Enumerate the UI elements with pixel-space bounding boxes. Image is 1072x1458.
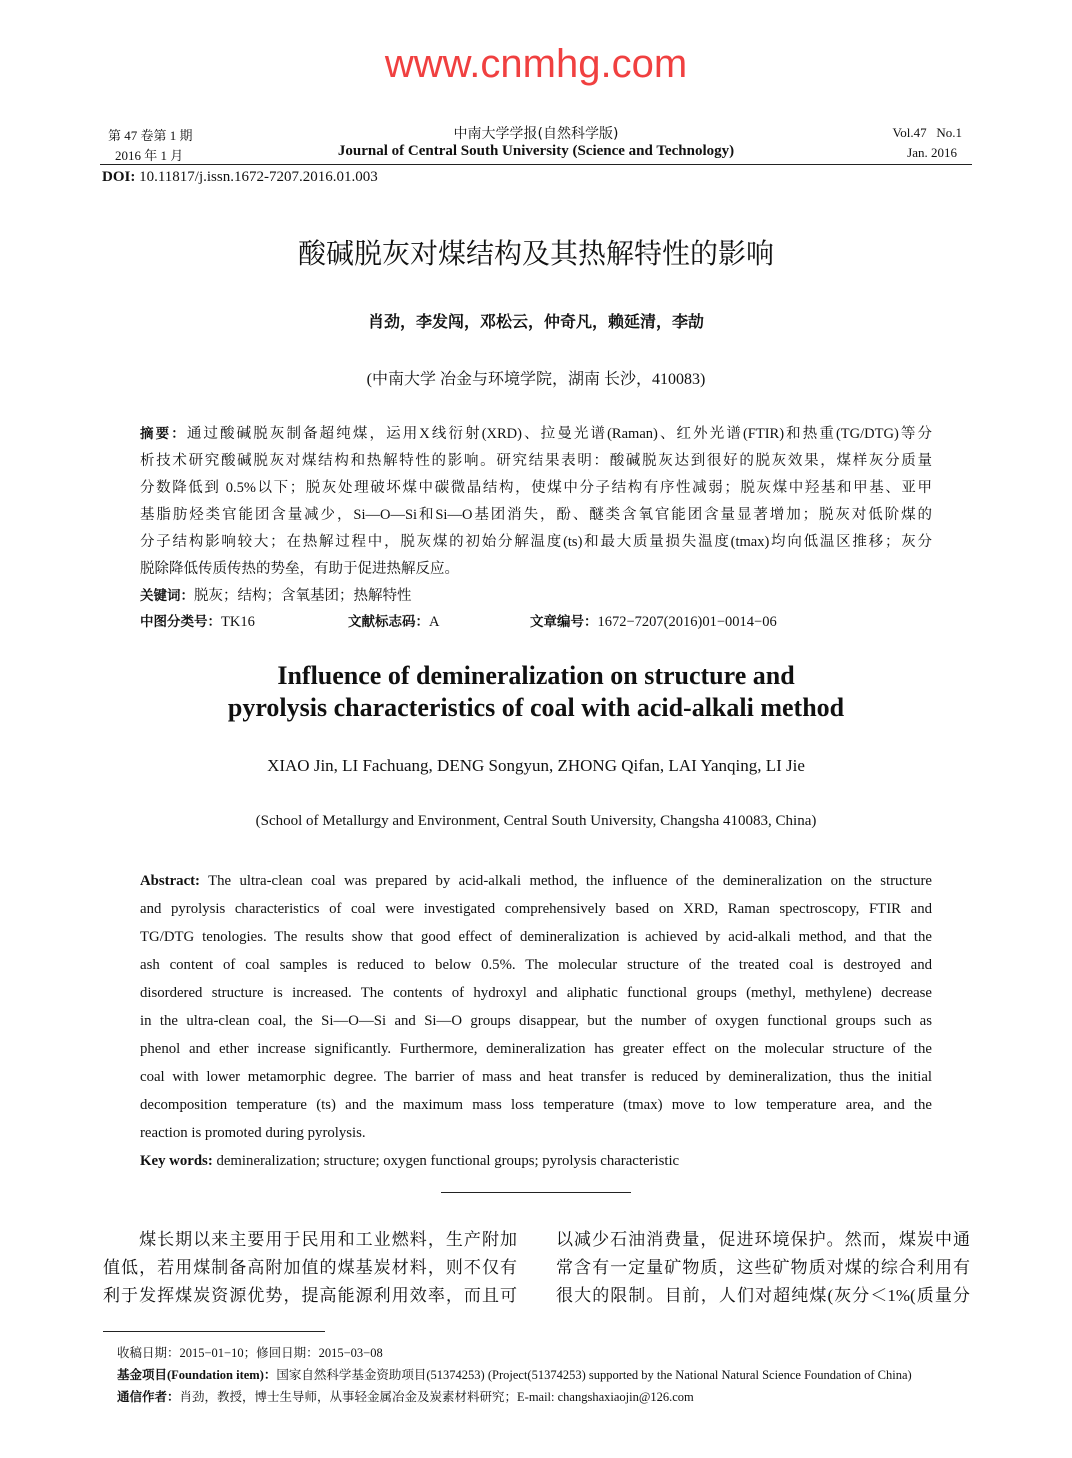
- journal-title-en: Journal of Central South University (Science and Technology): [337, 143, 735, 159]
- journal-title-cn: 中南大学学报(自然科学版): [453, 126, 619, 142]
- keywords-cn-label: 关键词：: [140, 588, 194, 604]
- footnote-corresponding: [117, 1387, 694, 1405]
- abstract-en-line: decomposition temperature (ts) and the maximum mass loss temperature (tmax) move to low temperature area, and the: [140, 1097, 932, 1113]
- body-column-right: [556, 1226, 970, 1310]
- volume-en: Vol.47 No.1: [892, 125, 962, 140]
- abstract-en-line: coal with lower metamorphic degree. The barrier of mass and heat transfer is reduced by demineralization, thus the initial: [140, 1069, 932, 1085]
- affiliation-en: (School of Metallurgy and Environment, Central South University, Changsha 410083, China): [255, 813, 817, 829]
- doi-value: 10.11817/j.issn.1672-7207.2016.01.003: [139, 169, 378, 185]
- body-line: 常含有一定量矿物质，这些矿物质对煤的综合利用有: [556, 1258, 970, 1277]
- watermark: www.cnmhg.com: [384, 42, 688, 86]
- article-no-label: 文章编号：: [530, 614, 598, 630]
- abstract-cn-line: 析技术研究酸碱脱灰对煤结构和热解特性的影响。研究结果表明：酸碱脱灰达到很好的脱灰效果，煤样灰分质量: [140, 453, 932, 469]
- doi: [102, 169, 378, 186]
- abstract-en-label: Abstract:: [140, 873, 200, 889]
- abstract-en-line: TG/DTG tenologies. The results show that good effect of demineralization is achieved by acid-alkali method, and that the: [140, 929, 932, 945]
- classification: [140, 609, 932, 635]
- abstract-cn-line: 基脂肪烃类官能团含量减少，Si—O—Si和Si—O基团消失，酚、醚类含氧官能团含量显著增加；脱灰对低阶煤的: [140, 507, 932, 523]
- abstract-cn-line: 分数降低到 0.5%以下；脱灰处理破坏煤中碳微晶结构，使煤中分子结构有序性减弱；脱灰煤中羟基和甲基、亚甲: [140, 480, 932, 496]
- volume-cn: 第 47 卷第 1 期: [108, 128, 193, 143]
- footnote-received: 收稿日期：2015−01−10；修回日期：2015−03−08: [117, 1346, 383, 1360]
- title-en: [0, 660, 1072, 724]
- abstract-cn-line: 通过酸碱脱灰制备超纯煤，运用X线衍射(XRD)、拉曼光谱(Raman)、红外光谱(FTIR)和热重(TG/DTG)等分: [186, 426, 932, 442]
- keywords-cn: [140, 583, 932, 609]
- header-rule: [100, 164, 972, 165]
- article-no-value: 1672−7207(2016)01−0014−06: [597, 614, 777, 630]
- corresponding-value: 肖劲，教授，博士生导师，从事轻金属冶金及炭素材料研究；E-mail: changshaxiaojin@126.com: [179, 1390, 694, 1404]
- corresponding-label: 通信作者：: [117, 1390, 180, 1404]
- title-en-line: pyrolysis characteristics of coal with acid-alkali method: [227, 693, 845, 722]
- abstract-cn-line: 分子结构影响较大；在热解过程中，脱灰煤的初始分解温度(ts)和最大质量损失温度(tmax)均向低温区推移；灰分: [140, 534, 932, 550]
- body-line: 利于发挥煤炭资源优势，提高能源利用效率，而且可: [103, 1286, 517, 1305]
- abstract-en-line: disordered structure is increased. The contents of hydroxyl and aliphatic functional groups (methyl, methylene) decrease: [140, 985, 932, 1001]
- affiliation-cn: (中南大学 冶金与环境学院，湖南 长沙，410083): [366, 371, 706, 388]
- foundation-value: 国家自然科学基金资助项目(51374253) (Project(51374253) supported by the National Natural Science Foundation of China): [276, 1368, 912, 1382]
- body-column-left: [103, 1226, 517, 1310]
- keywords-en-value: demineralization; structure; oxygen functional groups; pyrolysis characteristic: [216, 1153, 680, 1169]
- doi-label: DOI:: [102, 169, 136, 185]
- abstract-cn: [140, 421, 932, 635]
- abstract-en-line: phenol and ether increase significantly. Furthermore, demineralization has greater effect on the molecular structure of the: [140, 1041, 932, 1057]
- body-line: 煤长期以来主要用于民用和工业燃料，生产附加: [103, 1230, 517, 1249]
- doc-code-value: A: [429, 614, 440, 630]
- doc-code-label: 文献标志码：: [348, 614, 429, 630]
- title-cn: 酸碱脱灰对煤结构及其热解特性的影响: [297, 237, 774, 270]
- authors-en: XIAO Jin, LI Fachuang, DENG Songyun, ZHONG Qifan, LAI Yanqing, LI Jie: [267, 756, 805, 775]
- foundation-label: 基金项目(Foundation item)：: [117, 1368, 277, 1382]
- clc-label: 中图分类号：: [140, 614, 221, 630]
- clc-value: TK16: [221, 614, 255, 630]
- body-line: 值低，若用煤制备高附加值的煤基炭材料，则不仅有: [103, 1258, 517, 1277]
- abstract-en-line: in the ultra-clean coal, the Si—O—Si and Si—O groups disappear, but the number of oxygen functional groups such as: [140, 1013, 932, 1029]
- footnote-rule: [103, 1331, 325, 1332]
- abstract-en-line: The ultra-clean coal was prepared by acid-alkali method, the influence of the demineralization on the structure: [208, 873, 932, 889]
- body-line: 很大的限制。目前，人们对超纯煤(灰分＜1%(质量分: [556, 1286, 970, 1305]
- date-cn: 2016 年 1 月: [115, 148, 184, 163]
- date-en: Jan. 2016: [907, 145, 957, 160]
- abstract-en: [140, 867, 932, 1175]
- keywords-en: [140, 1147, 932, 1175]
- title-en-line: Influence of demineralization on structure and: [277, 661, 795, 690]
- abstract-en-line: ash content of coal samples is reduced to below 0.5%. The molecular structure of the treated coal is destroyed and: [140, 957, 932, 973]
- abstract-cn-label: 摘要：: [140, 426, 187, 442]
- abstract-cn-line: 脱除降低传质传热的势垒，有助于促进热解反应。: [140, 561, 459, 577]
- abstract-en-line: reaction is promoted during pyrolysis.: [140, 1125, 366, 1141]
- keywords-en-label: Key words:: [140, 1153, 213, 1169]
- body-line: 以减少石油消费量，促进环境保护。然而，煤炭中通: [556, 1230, 970, 1249]
- section-divider: [441, 1192, 631, 1193]
- authors-cn: 肖劲，李发闯，邓松云，仲奇凡，赖延清，李劼: [367, 312, 704, 331]
- keywords-cn-value: 脱灰；结构；含氧基团；热解特性: [194, 588, 412, 604]
- abstract-en-line: and pyrolysis characteristics of coal were investigated comprehensively based on XRD, Raman spectroscopy, FTIR and: [140, 901, 932, 917]
- footnote-foundation: [117, 1365, 912, 1383]
